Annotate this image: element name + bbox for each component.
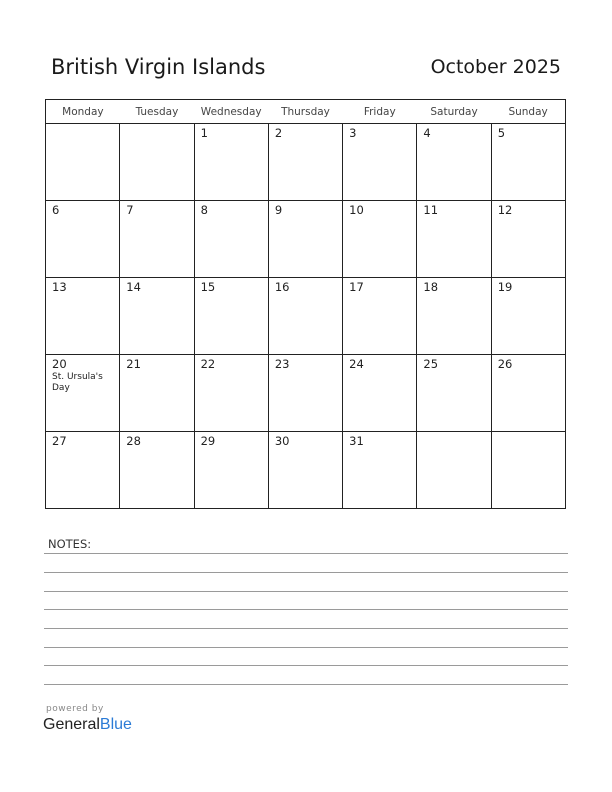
day-cell (491, 432, 565, 509)
day-number: 20 (52, 357, 67, 371)
day-cell (120, 124, 194, 201)
day-cell (268, 201, 342, 278)
day-number: 23 (274, 357, 290, 371)
day-number (492, 432, 565, 434)
generalblue-logo (43, 716, 132, 734)
day-cell (194, 124, 268, 201)
day-cell (268, 432, 342, 509)
weekday-header: Sunday (491, 100, 565, 124)
day-cell (343, 201, 417, 278)
day-cell (417, 355, 491, 432)
day-number: 9 (274, 203, 283, 217)
day-number: 18 (423, 280, 439, 294)
day-cell (120, 355, 194, 432)
weekday-header: Monday (46, 100, 120, 124)
day-number: 22 (200, 357, 216, 371)
day-number: 7 (126, 203, 134, 217)
week-row (46, 355, 566, 432)
day-cell (194, 355, 268, 432)
week-row (46, 201, 566, 278)
day-number: 12 (497, 203, 513, 217)
week-row (46, 432, 566, 509)
day-cell (194, 432, 268, 509)
notes-label: NOTES: (48, 537, 92, 551)
day-cell (417, 432, 491, 509)
day-cell (343, 355, 417, 432)
day-cell (194, 278, 268, 355)
day-number: 10 (349, 203, 364, 217)
day-number (46, 124, 119, 126)
weekday-header: Wednesday (194, 100, 268, 124)
notes-line (44, 572, 568, 573)
day-cell (343, 278, 417, 355)
day-number: 2 (274, 126, 283, 140)
day-cell (491, 278, 565, 355)
calendar-title-month: October 2025 (430, 56, 561, 78)
day-cell (120, 432, 194, 509)
calendar-title-country: British Virgin Islands (51, 55, 266, 79)
day-cell (343, 432, 417, 509)
day-number: 26 (497, 357, 513, 371)
brand-blue-text: Blue (99, 716, 132, 733)
day-cell (46, 432, 120, 509)
weekday-header: Friday (343, 100, 417, 124)
weekday-header: Thursday (268, 100, 342, 124)
day-cell (417, 278, 491, 355)
day-number: 31 (349, 434, 364, 448)
notes-line (44, 609, 568, 610)
day-number: 19 (497, 280, 513, 294)
weekday-header: Saturday (417, 100, 491, 124)
day-number: 15 (200, 280, 216, 294)
day-cell (491, 355, 565, 432)
day-cell (120, 278, 194, 355)
notes-line (44, 553, 568, 554)
day-cell (268, 355, 342, 432)
day-cell (268, 124, 342, 201)
day-number: 30 (274, 434, 290, 448)
week-row (46, 278, 566, 355)
day-cell (417, 201, 491, 278)
day-number: 16 (274, 280, 290, 294)
day-number: 24 (349, 357, 364, 371)
day-cell (46, 201, 120, 278)
weekday-header-row (46, 100, 566, 124)
day-number (417, 432, 490, 434)
day-cell (491, 124, 565, 201)
holiday-label: St. Ursula's Day (52, 372, 103, 393)
day-cell (491, 201, 565, 278)
day-number: 25 (423, 357, 439, 371)
day-cell (46, 124, 120, 201)
day-number: 1 (200, 126, 208, 140)
notes-line (44, 684, 568, 685)
day-number: 17 (349, 280, 364, 294)
day-number: 5 (497, 126, 506, 140)
day-cell (194, 201, 268, 278)
notes-line (44, 591, 568, 592)
day-number: 27 (52, 434, 67, 448)
day-number: 21 (126, 357, 141, 371)
week-row (46, 124, 566, 201)
day-number: 14 (126, 280, 141, 294)
day-cell (417, 124, 491, 201)
notes-line (44, 647, 568, 648)
day-cell (268, 278, 342, 355)
day-number: 28 (126, 434, 141, 448)
brand-general-text: General (43, 716, 100, 733)
calendar-grid (45, 99, 566, 509)
powered-by-text: powered by (46, 704, 104, 714)
day-number: 4 (423, 126, 431, 140)
day-cell (46, 278, 120, 355)
day-number: 3 (349, 126, 357, 140)
day-cell (46, 355, 120, 432)
notes-line (44, 628, 568, 629)
weekday-header: Tuesday (120, 100, 194, 124)
day-number: 29 (200, 434, 216, 448)
notes-line (44, 665, 568, 666)
day-cell (120, 201, 194, 278)
day-cell (343, 124, 417, 201)
day-number: 6 (52, 203, 60, 217)
day-number: 8 (200, 203, 208, 217)
day-number (120, 124, 193, 126)
day-number: 11 (423, 203, 439, 217)
day-number: 13 (52, 280, 67, 294)
